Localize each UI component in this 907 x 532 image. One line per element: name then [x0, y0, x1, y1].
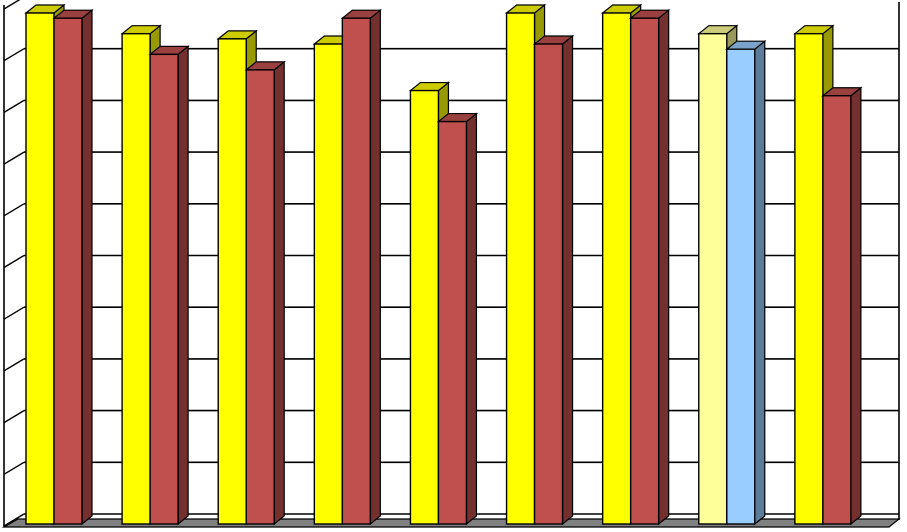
gridline-tick	[4, 49, 24, 61]
bar	[438, 114, 476, 524]
bar	[342, 10, 380, 524]
bar-front	[438, 122, 466, 524]
bar-front	[150, 54, 178, 524]
bar-side	[851, 88, 861, 524]
bar-side	[178, 46, 188, 524]
bar-side	[370, 10, 380, 524]
gridline-tick	[4, 256, 24, 268]
bar-side	[563, 36, 573, 524]
bar-front	[727, 49, 755, 524]
gridline-tick	[4, 359, 24, 371]
bar	[246, 62, 284, 524]
bar-side	[82, 10, 92, 524]
bar-front	[823, 96, 851, 524]
bar-front	[54, 18, 82, 524]
gridline-tick	[4, 204, 24, 216]
bar	[535, 36, 573, 524]
bar-front	[410, 91, 438, 524]
bar-front	[218, 39, 246, 524]
bar-side	[274, 62, 284, 524]
gridline-tick	[4, 307, 24, 319]
bar-front	[26, 13, 54, 524]
gridline-tick	[4, 411, 24, 423]
bar	[823, 88, 861, 524]
bar-front	[507, 13, 535, 524]
bar	[150, 46, 188, 524]
gridline-tick	[4, 462, 24, 474]
bar-side	[755, 41, 765, 524]
bar-front	[122, 34, 150, 524]
bar-front	[342, 18, 370, 524]
bar-front	[699, 34, 727, 524]
gridline-tick	[4, 152, 24, 164]
bar-front	[631, 18, 659, 524]
bar-front	[246, 70, 274, 524]
bar	[727, 41, 765, 524]
bars	[26, 5, 861, 524]
bar	[631, 10, 669, 524]
gridline-tick	[4, 100, 24, 112]
bar-side	[659, 10, 669, 524]
gridline-tick	[4, 0, 24, 9]
bar-front	[603, 13, 631, 524]
bar-front	[795, 34, 823, 524]
bar-front	[535, 44, 563, 524]
bar-side	[466, 114, 476, 524]
bar-front	[314, 44, 342, 524]
bar	[54, 10, 92, 524]
